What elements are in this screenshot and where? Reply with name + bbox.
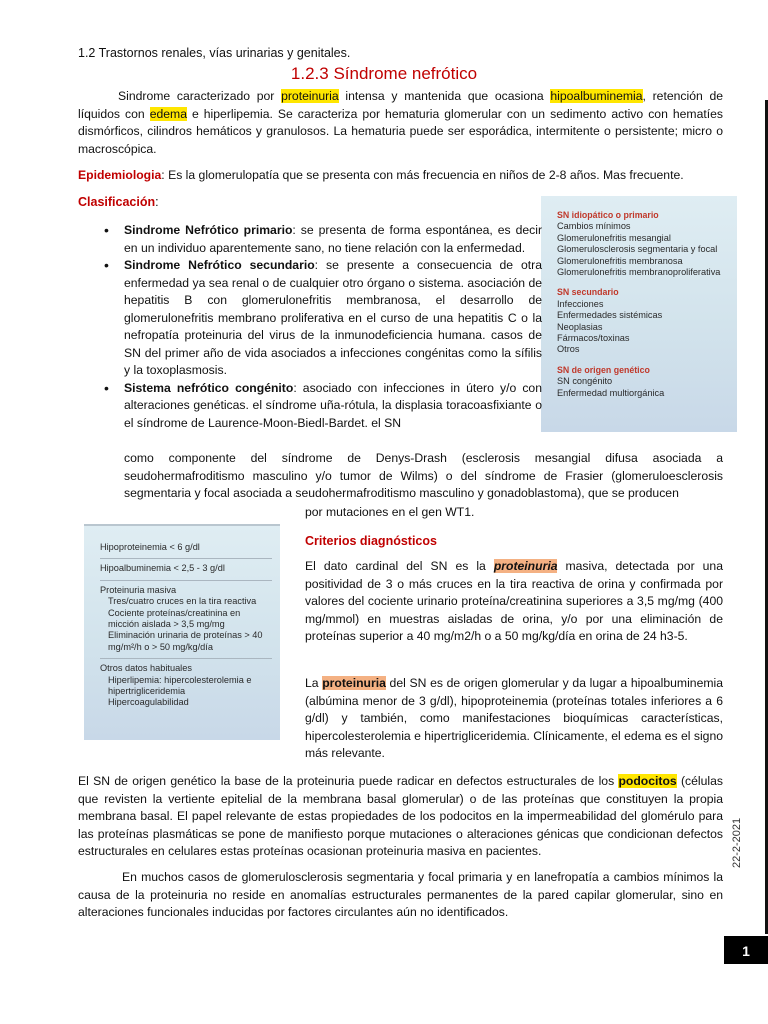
highlight-proteinuria: proteinuria: [493, 559, 558, 573]
table-item: Glomerulonefritis membranoproliferativa: [557, 267, 721, 278]
highlight-proteinuria: proteinuria: [281, 89, 339, 103]
table-item: Infecciones: [557, 298, 604, 309]
intro-paragraph: Sindrome caracterizado por proteinuria intensa y mantenida que ocasiona hipoalbuminemia, retención de líquidos con edema e hiperlipemia. Se caracteriza por hematuria glomerular con un sedimento activo con hematíes dismórficos, cilindros hemáticos y granulosos. La hematuria puede ser esporádica, intermitente o persistente; micro o macroscópica.: [78, 89, 724, 156]
genetic-paragraph: El SN de origen genético la base de la proteinuria puede radicar en defectos estructurales de los podocitos (células que revisten la vertiente epitelial de la membrana basal glomerular) o de las proteínas que constituyen la propia membrana basal. El papel relevante de estas propiedades de los podocitos en la impermeabilidad del glomérulo para las proteínas plasmáticas se pone de manifiesto porque mutaciones o alteraciones génicas que condicionan defectos estructurales en celulares estas proteínas ocasionan proteinuria masiva en pacientes.: [78, 774, 723, 858]
table-item: Enfermedad multiorgánica: [557, 387, 665, 398]
criteria-row: Hipoalbuminemia < 2,5 - 3 g/dl: [100, 563, 225, 574]
criteria-subitem: Cociente proteínas/creatinina en micción aislada > 3,5 mg/mg: [108, 607, 241, 630]
final-paragraph: En muchos casos de glomerulosclerosis segmentaria y focal primaria y en lanefropatía a cambios mínimos la causa de la proteinuria no reside en anomalías estructurales permanentes de la pared capilar glomerular, sino en alteraciones funcionales inducidas por factores circulantes aún no identificados.: [78, 870, 723, 919]
highlight-hipoalbuminemia: hipoalbuminemia: [550, 89, 643, 103]
table-section-header: SN de origen genético: [557, 364, 650, 375]
breadcrumb: 1.2 Trastornos renales, vías urinarias y genitales.: [78, 46, 351, 60]
criteria-subitem: Hipercoagulabilidad: [108, 697, 189, 708]
criteria-subitem: Hiperlipemia: hipercolesterolemia e hipertrigliceridemia: [108, 674, 252, 697]
table-item: Glomerulonefritis membranosa: [557, 255, 683, 266]
criteria-table-box: [84, 524, 280, 740]
classification-continuation: como componente del síndrome de Denys-Drash (esclerosis mesangial difusa asociada a seudohermafroditismo masculino y/o tumor de Wilms) o del síndrome de Frasier (glomeruloesclerosis segmentaria y focal asociada a seudohermafroditismo masculino y gonadoblastoma), que se producen: [124, 451, 723, 500]
page-number: 1: [724, 936, 768, 964]
highlight-edema: edema: [149, 106, 187, 121]
page-title: 1.2.3 Síndrome nefrótico: [290, 64, 478, 83]
table-section-header: SN idiopático o primario: [557, 210, 659, 220]
table-item: Glomerulonefritis mesangial: [557, 232, 671, 243]
epidemiology-paragraph: Epidemiologia: Es la glomerulopatía que se presenta con más frecuencia en niños de 2-8 años. Mas frecuente.: [78, 168, 684, 182]
highlight-proteinuria: proteinuria: [322, 676, 386, 690]
criteria-row-title: Otros datos habituales: [100, 663, 192, 674]
classification-heading: Clasificación:: [78, 195, 159, 209]
table-item: Fármacos/toxinas: [557, 333, 630, 344]
table-item: Glomerulosclerosis segmentaria y focal: [557, 244, 718, 255]
criteria-row: Hipoproteinemia < 6 g/dl: [100, 542, 200, 552]
list-item: • Sindrome Nefrótico primario: se presenta de forma espontánea, es decir en un individuo aparentemente sano, no tiene relación con la enfermedad.: [104, 222, 542, 257]
criteria-subitem: Tres/cuatro cruces en la tira reactiva: [108, 596, 257, 607]
criteria-row-title: Proteinuria masiva: [100, 584, 177, 595]
list-item: • Sistema nefrótico congénito: asociado con infecciones in útero y/o con alteraciones genéticas. el síndrome uña-rótula, la displasia toracoasfixiante o el síndrome de Laurence-Moon-Biedl-Bardet. el SN: [104, 380, 542, 433]
table-item: Enfermedades sistémicas: [557, 310, 663, 321]
table-item: Neoplasias: [557, 321, 603, 332]
epidemiology-label: Epidemiologia: [78, 168, 162, 182]
classification-continuation-end: por mutaciones en el gen WT1.: [305, 505, 475, 519]
criteria-paragraph-2: La proteinuria del SN es de origen glomerular y da lugar a hipoalbuminemia (albúmina menor de 3 g/dl), hipoproteinemia (proteínas totales inferiores a 6 g/dl) y también, como manifestaciones bioquímicas características, hipercolesterolemia e hipertrigliceridemia. Clínicamente, el edema es el signo más relevante.: [305, 676, 723, 760]
classification-list: [86, 222, 542, 432]
criteria-heading: Criterios diagnósticos: [305, 534, 437, 548]
criteria-subitem: Eliminación urinaria de proteínas > 40 mg/m²/h o > 50 mg/kg/día: [108, 630, 263, 652]
highlight-podocitos: podocitos: [618, 774, 677, 788]
list-item: • Sindrome Nefrótico secundario: se presente a consecuencia de otra enfermedad ya sea renal o de cualquier otro órgano o sistema. asociación de hepatitis B con glomerulonefritis membranosa, el desarrollo de glomerulonefritis membrano proliferativa en el curso de una hepatitis C o la nefropatía proteinuria del virus de la inmunodeficiencia humana. casos de SN del primer año de vida asociados a infecciones congénitas como la sífilis y la toxoplasmosis.: [104, 257, 542, 380]
classification-table-box: [541, 196, 737, 432]
table-item: Cambios mínimos: [557, 221, 631, 232]
criteria-paragraph-1: El dato cardinal del SN es la proteinuria masiva, detectada por una positividad de 3 o más cruces en la tira reactiva de orina y confirmada por valores del cociente urinario proteína/creatinina superiores a 3,5 mg/mg (400 mg/mmol) en muestras aisladas de orina, y/o por una eliminación de proteínas superior a 40 mg/m2/h o a 50 mg/kg/día en orina de 24 h3-5.: [305, 559, 723, 643]
table-section-header: SN secundario: [557, 287, 619, 298]
footer-date: 22-2-2021: [731, 817, 743, 868]
table-item: Otros: [557, 344, 580, 355]
table-item: SN congénito: [557, 376, 613, 387]
